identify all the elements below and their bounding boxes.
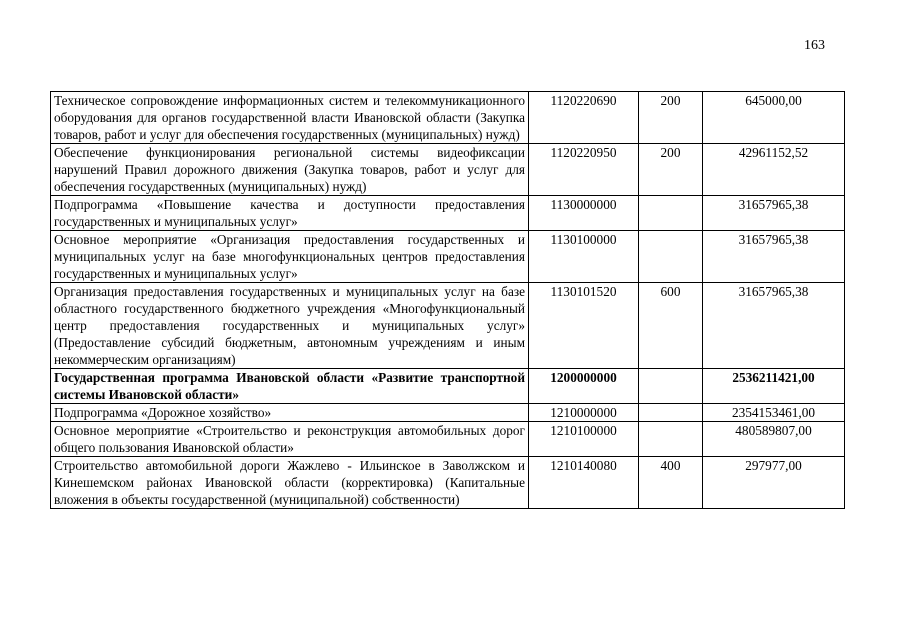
row-code: 1120220950 — [529, 144, 639, 196]
table-row — [51, 422, 845, 457]
table-row — [51, 231, 845, 283]
table-row — [51, 283, 845, 369]
row-amount: 480589807,00 — [703, 422, 845, 457]
row-name: Обеспечение функционирования региональной системы видеофиксации нарушений Правил дорожного движения (Закупка товаров, работ и услуг для обеспечения государственных (муниципальных) нужд) — [51, 144, 529, 196]
table-row — [51, 404, 845, 422]
row-expense-type: 200 — [639, 144, 703, 196]
row-expense-type — [639, 231, 703, 283]
row-expense-type: 400 — [639, 457, 703, 509]
row-name: Подпрограмма «Повышение качества и доступности предоставления государственных и муниципальных услуг» — [51, 196, 529, 231]
row-code: 1120220690 — [529, 92, 639, 144]
row-name: Техническое сопровождение информационных систем и телекоммуникационного оборудования для органов государственной власти Ивановской области (Закупка товаров, работ и услуг для обеспечения государственных (муниципальных) нужд) — [51, 92, 529, 144]
row-amount: 645000,00 — [703, 92, 845, 144]
row-expense-type — [639, 404, 703, 422]
row-amount: 31657965,38 — [703, 196, 845, 231]
row-code: 1130101520 — [529, 283, 639, 369]
row-code: 1210100000 — [529, 422, 639, 457]
row-name: Подпрограмма «Дорожное хозяйство» — [51, 404, 529, 422]
table-row — [51, 457, 845, 509]
row-name: Основное мероприятие «Организация предоставления государственных и муниципальных услуг на базе многофункциональных центров предоставления государственных и муниципальных услуг» — [51, 231, 529, 283]
row-name: Строительство автомобильной дороги Жажлево - Ильинское в Заволжском и Кинешемском районах Ивановской области (корректировка) (Капитальные вложения в объекты государственной (муниципальной) собственности) — [51, 457, 529, 509]
row-amount: 42961152,52 — [703, 144, 845, 196]
table-row — [51, 196, 845, 231]
row-name: Организация предоставления государственных и муниципальных услуг на базе областного государственного бюджетного учреждения «Многофункциональный центр предоставления государственных и муниципальных услуг» (Предоставление субсидий бюджетным, автономным учреждениям и иным некоммерческим организациям) — [51, 283, 529, 369]
row-code: 1210000000 — [529, 404, 639, 422]
row-amount: 31657965,38 — [703, 283, 845, 369]
row-amount: 31657965,38 — [703, 231, 845, 283]
budget-table — [50, 91, 845, 509]
row-code: 1200000000 — [529, 369, 639, 404]
table-row-program — [51, 369, 845, 404]
row-expense-type: 600 — [639, 283, 703, 369]
row-expense-type — [639, 369, 703, 404]
table-row — [51, 144, 845, 196]
row-expense-type — [639, 422, 703, 457]
table-row — [51, 92, 845, 144]
row-expense-type: 200 — [639, 92, 703, 144]
page-number: 163 — [804, 38, 825, 53]
row-code: 1130000000 — [529, 196, 639, 231]
row-amount: 297977,00 — [703, 457, 845, 509]
row-amount: 2536211421,00 — [703, 369, 845, 404]
row-name: Государственная программа Ивановской области «Развитие транспортной системы Ивановской области» — [51, 369, 529, 404]
row-code: 1210140080 — [529, 457, 639, 509]
row-code: 1130100000 — [529, 231, 639, 283]
row-name: Основное мероприятие «Строительство и реконструкция автомобильных дорог общего пользования Ивановской области» — [51, 422, 529, 457]
row-amount: 2354153461,00 — [703, 404, 845, 422]
row-expense-type — [639, 196, 703, 231]
